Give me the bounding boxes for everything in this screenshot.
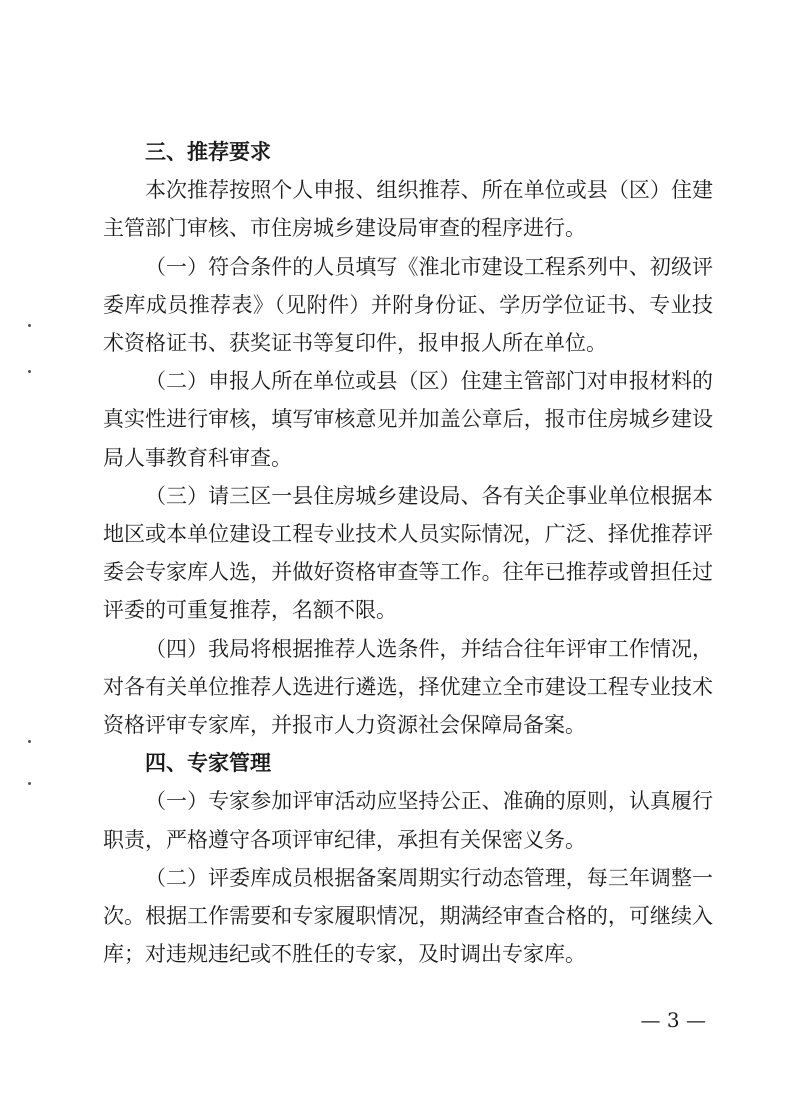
paragraph: （三）请三区一县住房城乡建设局、各有关企事业单位根据本地区或本单位建设工程专业技术人员实际情况，广泛、择优推荐评委会专家库人选，并做好资格审查等工作。往年已推荐或曾担任过评委的可重复推荐，名额不限。 [103, 483, 713, 623]
scan-speck [28, 370, 31, 373]
scan-speck [28, 324, 31, 327]
paragraph: （一）专家参加评审活动应坚持公正、准确的原则，认真履行职责，严格遵守各项评审纪律，承担有关保密义务。 [103, 789, 713, 852]
section-heading-expert-management: 四、专家管理 [145, 751, 271, 776]
section-heading-recommendation-requirements: 三、推荐要求 [145, 140, 271, 164]
paragraph: 本次推荐按照个人申报、组织推荐、所在单位或县（区）住建主管部门审核、市住房城乡建设局审查的程序进行。 [103, 178, 713, 241]
paragraph: （二）评委库成员根据备案周期实行动态管理，每三年调整一次。根据工作需要和专家履职情况，期满经审查合格的，可继续入库；对违规违纪或不胜任的专家，及时调出专家库。 [103, 865, 713, 967]
paragraph: （二）申报人所在单位或县（区）住建主管部门对申报材料的真实性进行审核，填写审核意见并加盖公章后，报市住房城乡建设局人事教育科审查。 [103, 369, 713, 470]
scan-speck [28, 782, 31, 785]
scan-speck [28, 740, 31, 743]
paragraph: （四）我局将根据推荐人选条件，并结合往年评审工作情况，对各有关单位推荐人选进行遴选，择优建立全市建设工程专业技术资格评审专家库，并报市人力资源社会保障局备案。 [103, 636, 713, 738]
document-body [103, 133, 713, 973]
page-number: — 3 — [640, 1008, 706, 1032]
paragraph: （一）符合条件的人员填写《淮北市建设工程系列中、初级评委库成员推荐表》（见附件）并附身份证、学历学位证书、专业技术资格证书、获奖证书等复印件，报申报人所在单位。 [103, 254, 713, 355]
